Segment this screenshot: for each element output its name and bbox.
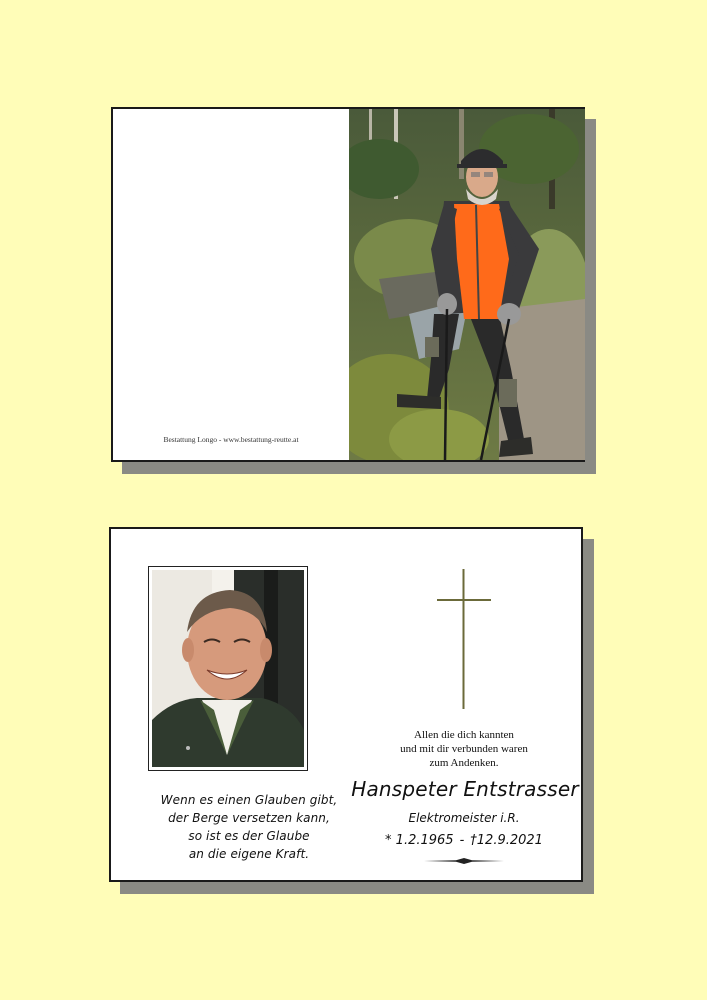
quote-text xyxy=(131,791,367,863)
memorial-card-inner xyxy=(109,527,583,882)
blank-left-panel xyxy=(113,109,349,460)
memorial-card-front xyxy=(111,107,585,462)
birth-date: * 1.2.1965 xyxy=(385,833,454,848)
dedication-text xyxy=(354,728,574,770)
quote-line: an die eigene Kraft. xyxy=(188,847,310,861)
date-separator: - xyxy=(459,833,465,848)
quote-line: so ist es der Glaube xyxy=(188,829,310,843)
deceased-title: Elektromeister i.R. xyxy=(408,811,520,825)
portrait-photo xyxy=(148,566,308,771)
funeral-home-credit: Bestattung Longo - www.bestattung-reutte.at xyxy=(163,435,299,444)
cross-icon xyxy=(437,569,491,709)
quote-line: Wenn es einen Glauben gibt, xyxy=(160,793,338,807)
deceased-name: Hanspeter Entstrasser xyxy=(351,777,579,801)
dedication-line: Allen die dich kannten xyxy=(414,729,514,741)
dedication-line: zum Andenken. xyxy=(429,757,499,769)
ornament-divider-icon xyxy=(424,858,504,864)
dedication-line: und mit dir verbunden waren xyxy=(400,743,528,755)
death-date: †12.9.2021 xyxy=(470,833,543,848)
quote-line: der Berge versetzen kann, xyxy=(168,811,330,825)
life-dates xyxy=(354,833,574,848)
hiker-photo xyxy=(349,109,585,460)
